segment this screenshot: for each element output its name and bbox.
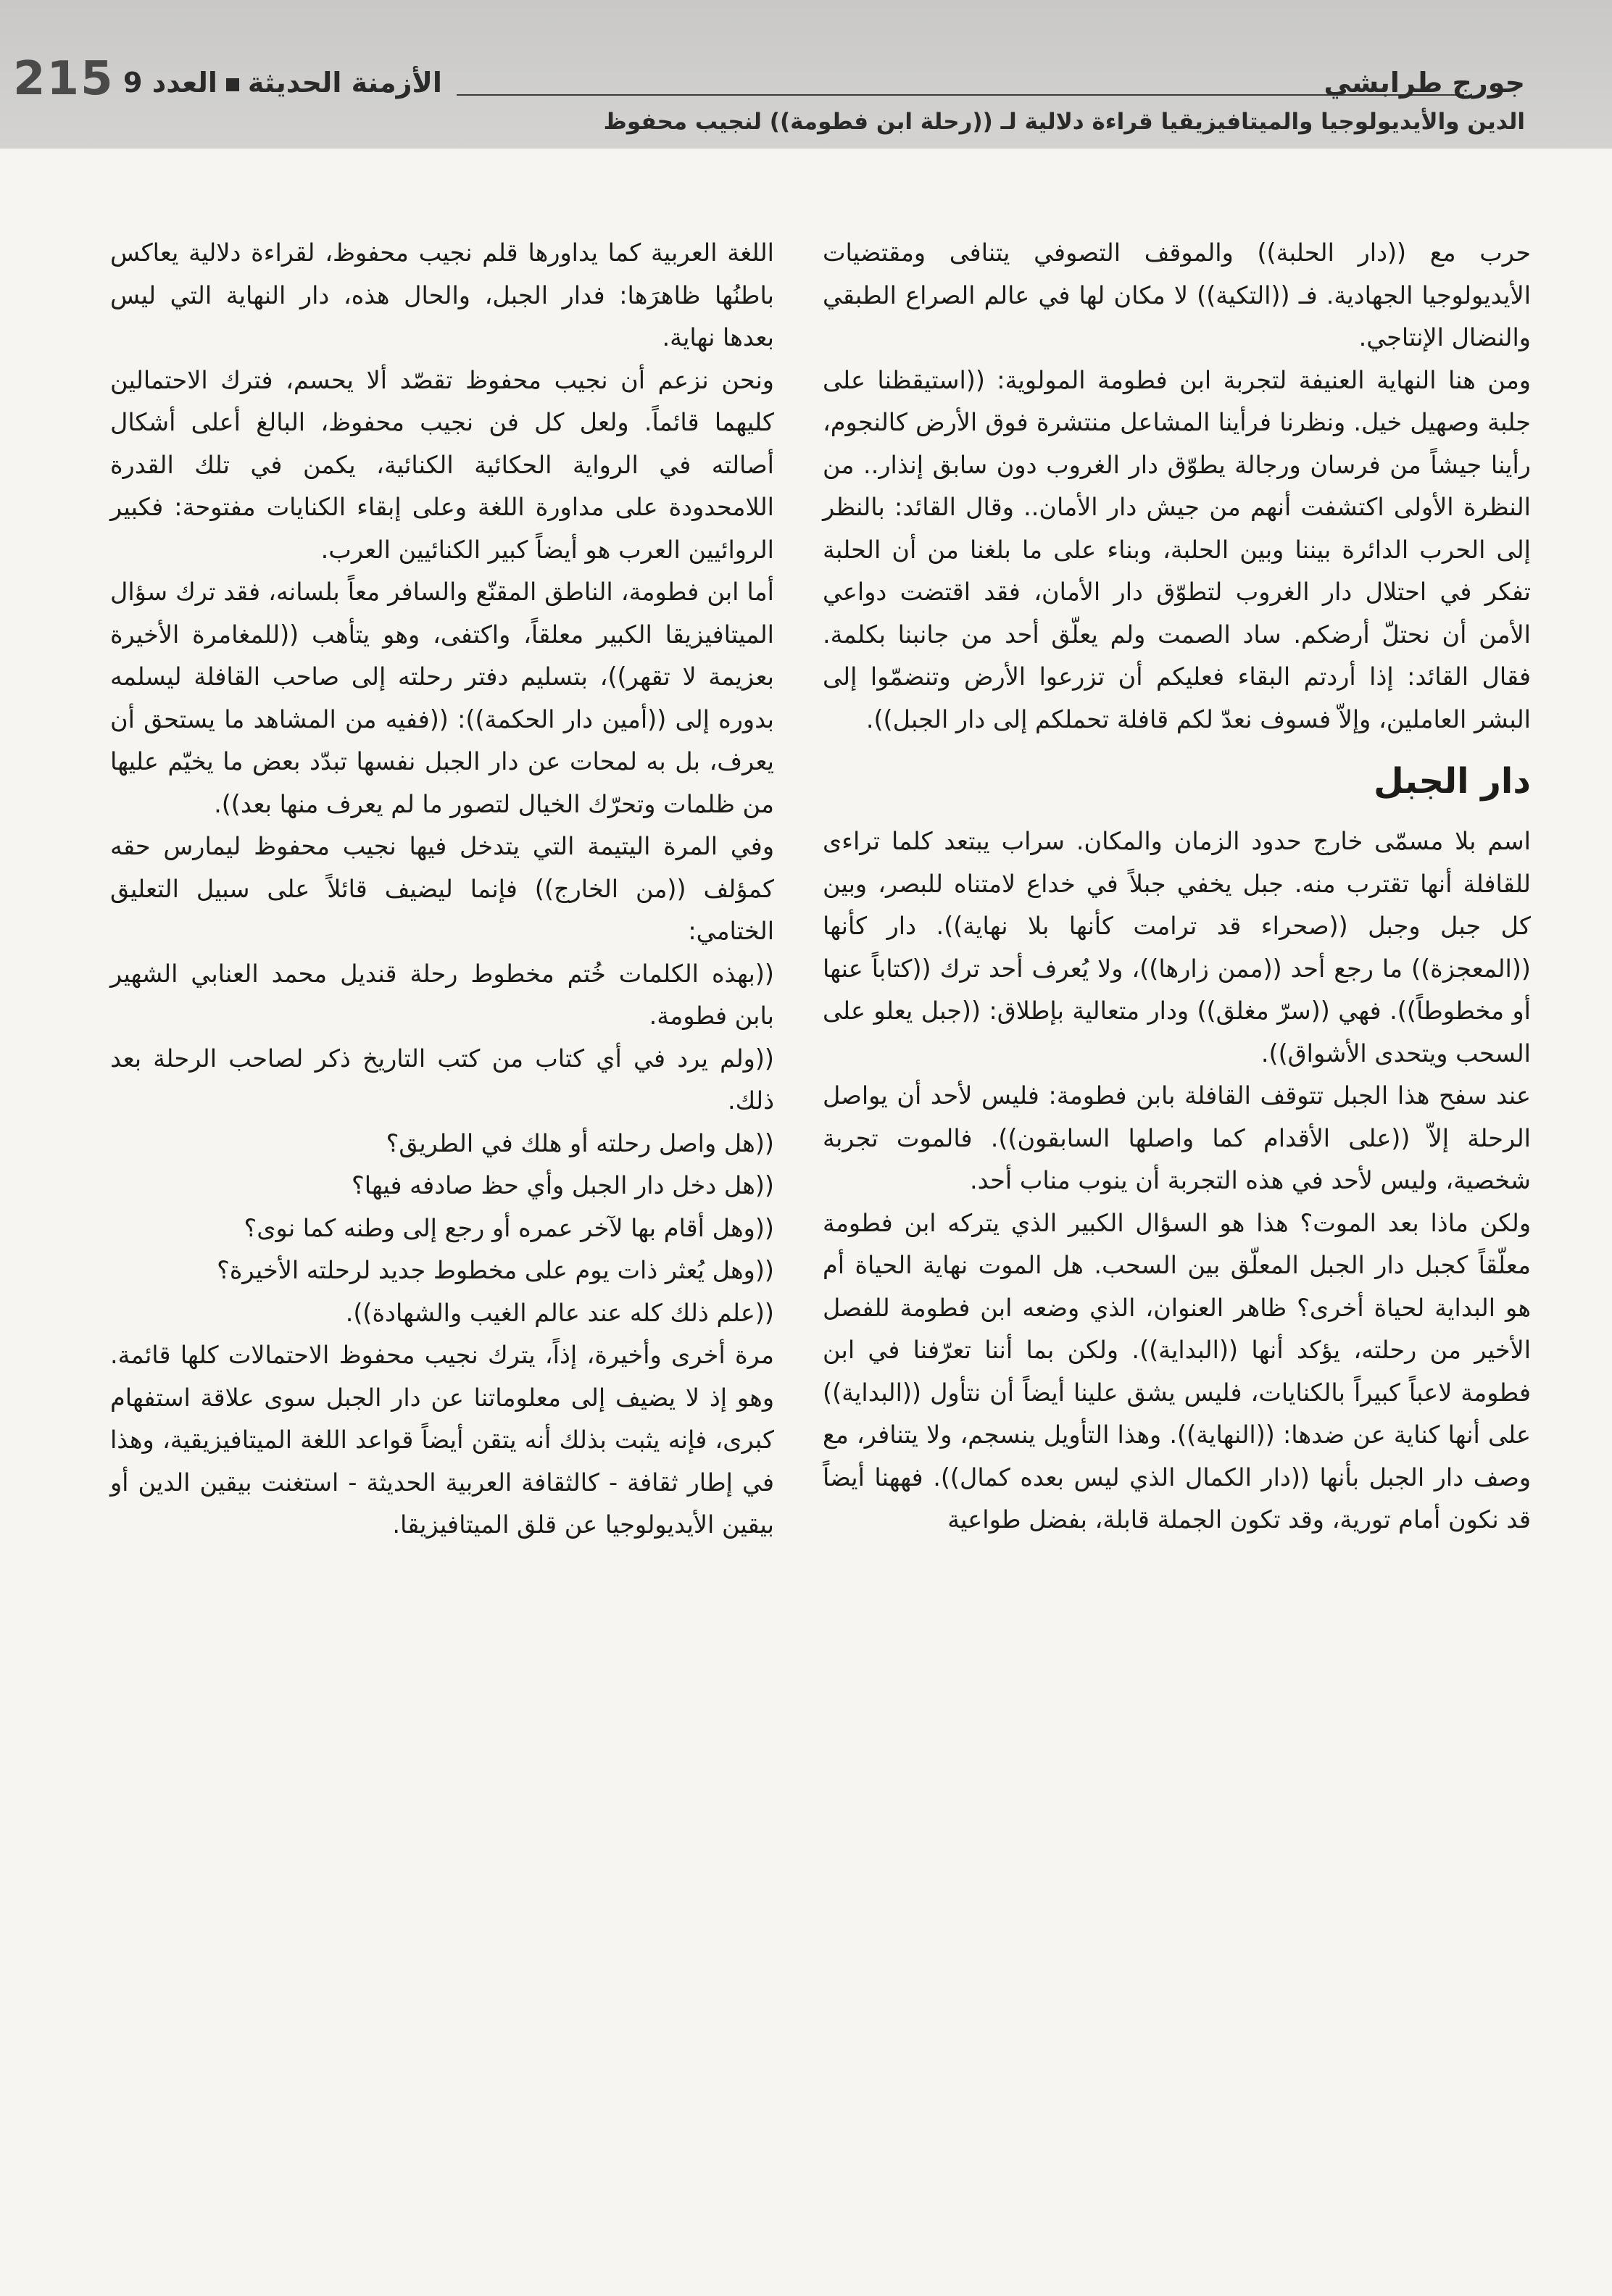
paragraph: ونحن نزعم أن نجيب محفوظ تقصّد ألا يحسم، فترك الاحتمالين كليهما قائماً. ولعل كل فن نجيب محفوظ، البالغ أعلى أشكال أصالته في الرواية الحكائية الكنائية، يكمن في تلك القدرة اللامحدودة على مداورة اللغة وعلى إبقاء الكنايات مفتوحة: فكبير الروائيين العرب هو أيضاً كبير الكنائيين العرب. [110,365,774,564]
left-column [110,232,774,1547]
page-number: 215 [13,52,115,106]
quote-line: ((علم ذلك كله عند عالم الغيب والشهادة)). [345,1298,774,1327]
paragraph: ومن هنا النهاية العنيفة لتجربة ابن فطومة المولوية: ((استيقظنا على جلبة وصهيل خيل. ونظرنا فرأينا المشاعل منتشرة فوق الأرض كالنجوم، رأينا جيشاً من فرسان ورجالة يطوّق دار الغروب دون سابق إنذار.. من النظرة الأولى اكتشفت أنهم من جيش دار الأمان.. وقال القائد: بالنظر إلى الحرب الدائرة بيننا وبين الحلبة، وبناء على ما بلغنا من أن الحلبة تفكر في احتلال دار الغروب لتطوّق دار الأمان، فقد اقتضت دواعي الأمن أن نحتلّ أرضكم. ساد الصمت ولم يعلّق أحد من جانبنا بكلمة. فقال القائد: إذا أردتم البقاء فعليكم أن تزرعوا الأرض وتنضمّوا إلى البشر العاملين، وإلاّ فسوف نعدّ لكم قافلة تحملكم إلى دار الجبل)). [823,365,1531,733]
paragraph: حرب مع ((دار الحلبة)) والموقف التصوفي يتنافى ومقتضيات الأيديولوجيا الجهادية. فـ ((التكية)) لا مكان لها في عالم الصراع الطبقي والنضال الإنتاجي. [823,238,1531,352]
paragraph: عند سفح هذا الجبل تتوقف القافلة بابن فطومة: فليس لأحد أن يواصل الرحلة إلاّ ((على الأقدام كما واصلها السابقون)). فالموت تجربة شخصية، وليس لأحد في هذه التجربة أن ينوب مناب أحد. [823,1081,1531,1194]
article-subtitle: الدين والأيديولوجيا والميتافيزيقيا قراءة دلالية لـ ((رحلة ابن فطومة)) لنجيب محفوظ [603,109,1525,135]
quote-line: ((وهل أقام بها لآخر عمره أو رجع إلى وطنه كما نوى؟ [244,1213,774,1242]
issue-label [123,67,442,99]
right-column [823,232,1531,1542]
quote-line: ((وهل يُعثر ذات يوم على مخطوط جديد لرحلته الأخيرة؟ [217,1256,774,1284]
paragraph: أما ابن فطومة، الناطق المقنّع والسافر معاً بلسانه، فقد ترك سؤال الميتافيزيقا الكبير معلقاً، واكتفى، وهو يتأهب ((للمغامرة الأخيرة بعزيمة لا تقهر))، بتسليم دفتر رحلته إلى صاحب القافلة ليسلمه بدوره إلى ((أمين دار الحكمة)): ((ففيه من المشاهد ما يستحق أن يعرف، بل به لمحات عن دار الجبل نفسها تبدّد بعض ما يخيّم عليها من ظلمات وتحرّك الخيال لتصور ما لم يعرف منها بعد)). [110,578,774,818]
paragraph: مرة أخرى وأخيرة، إذاً، يترك نجيب محفوظ الاحتمالات كلها قائمة. وهو إذ لا يضيف إلى معلوماتنا عن دار الجبل سوى علاقة استفهام كبرى، فإنه يثبت بذلك أنه يتقن أيضاً قواعد اللغة الميتافيزيقية، وهذا في إطار ثقافة - كالثقافة العربية الحديثة - استغنت بيقين الدين أو بيقين الأيديولوجيا عن قلق الميتافيزيقا. [110,1341,774,1539]
author-name: جورج طرابشي [1324,67,1525,99]
paragraph: اسم بلا مسمّى خارج حدود الزمان والمكان. سراب يبتعد كلما تراءى للقافلة أنها تقترب منه. جبل يخفي جبلاً في خداع لامتناه للبصر، وبين كل جبل وجبل ((صحراء قد ترامت كأنها بلا نهاية)). دار كأنها ((المعجزة)) ما رجع أحد ((ممن زارها))، ولا يُعرف أحد ترك ((كتاباً عنها أو مخطوطاً)). فهي ((سرّ مغلق)) ودار متعالية بإطلاق: ((جبل يعلو على السحب ويتحدى الأشواق)). [823,827,1531,1068]
header-rule [457,94,1464,96]
quote-line: ((هل دخل دار الجبل وأي حظ صادفه فيها؟ [351,1171,774,1199]
section-title: دار الجبل [1374,761,1531,802]
quote-line: ((بهذه الكلمات خُتم مخطوط رحلة قنديل محمد العنابي الشهير بابن فطومة. [110,959,774,1030]
issue-word: العدد [151,67,217,99]
quote-line: ((هل واصل رحلته أو هلك في الطريق؟ [386,1128,774,1157]
issue-number: 9 [123,67,143,99]
quote-line: ((ولم يرد في أي كتاب من كتب التاريخ ذكر لصاحب الرحلة بعد ذلك. [110,1044,774,1115]
paragraph: وفي المرة اليتيمة التي يتدخل فيها نجيب محفوظ ليمارس حقه كمؤلف ((من الخارج)) فإنما ليضيف قائلاً على سبيل التعليق الختامي: [110,832,774,945]
paragraph: اللغة العربية كما يداورها قلم نجيب محفوظ، لقراءة دلالية يعاكس باطنُها ظاهرَها: فدار الجبل، والحال هذه، دار النهاية التي ليس بعدها نهاية. [110,238,774,352]
magazine-name: الأزمنة الحديثة [247,67,442,99]
paragraph: ولكن ماذا بعد الموت؟ هذا هو السؤال الكبير الذي يتركه ابن فطومة معلّقاً كجبل دار الجبل المعلّق بين السحب. هل الموت نهاية الحياة أم هو البداية لحياة أخرى؟ ظاهر العنوان، الذي وضعه ابن فطومة للفصل الأخير من رحلته، يؤكد أنها ((البداية)). ولكن بما أننا تعرّفنا في ابن فطومة لاعباً كبيراً بالكنايات، فليس يشق علينا أيضاً أن نتأول ((البداية)) على أنها كناية عن ضدها: ((النهاية)). وهذا التأويل ينسجم، ولا يتنافر، مع وصف دار الجبل بأنها ((دار الكمال الذي ليس بعده كمال)). فههنا أيضاً قد نكون أمام تورية، وقد تكون الجملة قابلة، بفضل طواعية [823,1208,1531,1534]
running-header [0,0,1612,149]
separator-square-icon [226,78,239,91]
